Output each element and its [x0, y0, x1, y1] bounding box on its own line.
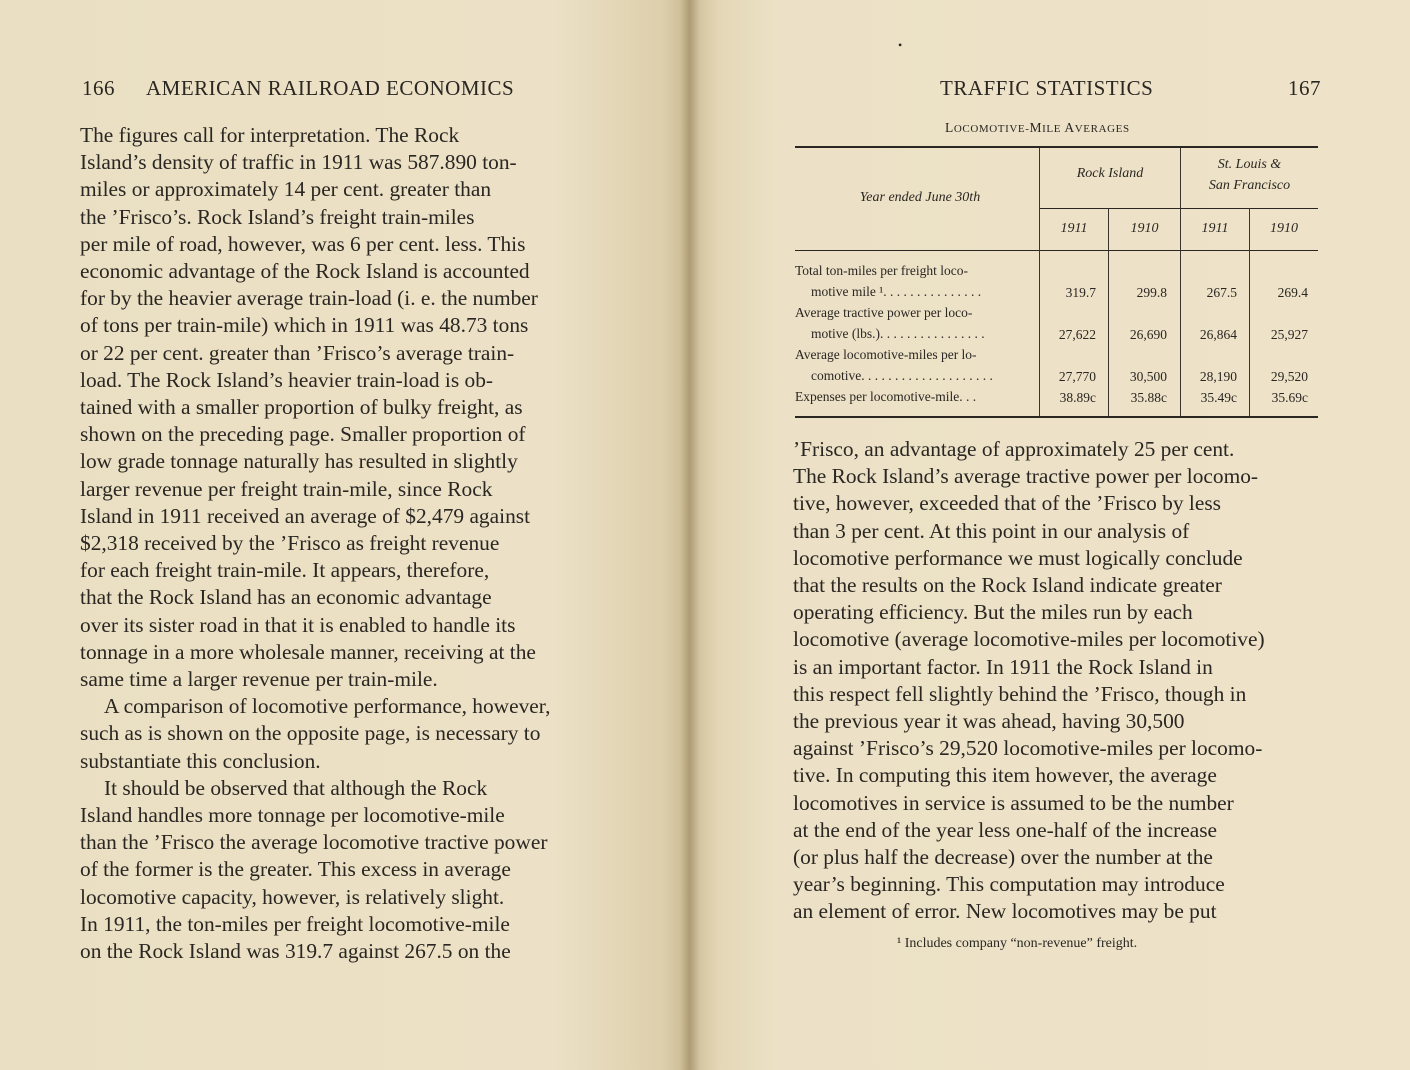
- text-line: larger revenue per freight train-mile, since Rock: [80, 476, 493, 501]
- text-line: or 22 per cent. greater than ’Frisco’s average train-: [80, 340, 515, 365]
- table-cell: 28,190: [1199, 369, 1237, 384]
- right-page-number: 167: [1288, 76, 1321, 100]
- text-line: substantiate this conclusion.: [80, 748, 321, 773]
- text-line: the ’Frisco’s. Rock Island’s freight train-miles: [80, 204, 475, 229]
- text-line: for by the heavier average train-load (i. e. the number: [80, 286, 538, 311]
- left-page-number: 166: [82, 76, 115, 100]
- table-cell: 35.49c: [1200, 390, 1237, 405]
- text-line: operating efficiency. But the miles run by each: [793, 600, 1193, 625]
- text-line: tive, however, exceeded that of the ’Frisco by less: [793, 491, 1222, 516]
- text-line: The figures call for interpretation. The Rock: [80, 123, 460, 147]
- rock-island-header: Rock Island: [1076, 166, 1144, 181]
- text-line: locomotives in service is assumed to be the number: [793, 790, 1234, 815]
- text-line: shown on the preceding page. Smaller proportion of: [80, 422, 526, 447]
- text-line: A comparison of locomotive performance, however,: [104, 694, 551, 719]
- text-line: such as is shown on the opposite page, is necessary to: [80, 721, 541, 746]
- text-line: locomotive (average locomotive-miles per locomotive): [793, 627, 1265, 652]
- frisco-header-line2: San Francisco: [1208, 178, 1291, 193]
- right-body-text: [793, 436, 1317, 926]
- text-line: tive. In computing this item however, the average: [793, 763, 1217, 788]
- text-line: year’s beginning. This computation may introduce: [793, 872, 1225, 897]
- text-line: on the Rock Island was 319.7 against 267.5 on the: [80, 939, 511, 964]
- book-gutter: [680, 0, 700, 1070]
- table-bottom-rule: [795, 416, 1318, 418]
- text-line: ’Frisco, an advantage of approximately 25 per cent.: [793, 437, 1235, 461]
- text-line: at the end of the year less one-half of the increase: [793, 817, 1218, 842]
- text-line: an element of error. New locomotives may be put: [793, 899, 1217, 924]
- ink-mark: •: [898, 38, 903, 52]
- text-line: per mile of road, however, was 6 per cent. less. This: [80, 231, 526, 256]
- text-line: The Rock Island’s average tractive power per locomo-: [793, 464, 1259, 489]
- table-cell: 35.69c: [1271, 390, 1308, 405]
- text-line: Island in 1911 received an average of $2,479 against: [80, 503, 531, 528]
- left-running-head: AMERICAN RAILROAD ECONOMICS: [146, 76, 515, 100]
- table-row-label: Expenses per locomotive-mile. . .: [795, 389, 977, 404]
- text-line: (or plus half the decrease) over the number at the: [793, 845, 1213, 870]
- text-line: is an important factor. In 1911 the Rock Island in: [793, 654, 1213, 679]
- text-line: for each freight train-mile. It appears, therefore,: [80, 558, 490, 583]
- table-cell: 299.8: [1136, 285, 1167, 300]
- text-line: Island’s density of traffic in 1911 was 587.890 ton-: [80, 150, 517, 175]
- text-line: In 1911, the ton-miles per freight locomotive-mile: [80, 911, 510, 936]
- text-line: locomotive capacity, however, is relatively slight.: [80, 884, 505, 909]
- table-header-rule: [795, 250, 1318, 251]
- right-running-head: TRAFFIC STATISTICS: [940, 76, 1154, 100]
- text-line: $2,318 received by the ’Frisco as freight revenue: [80, 531, 500, 556]
- table-cell: 27,770: [1058, 369, 1096, 384]
- text-line: than 3 per cent. At this point in our analysis of: [793, 518, 1190, 543]
- table-cell: 30,500: [1129, 369, 1167, 384]
- text-line: tained with a smaller proportion of bulky freight, as: [80, 395, 523, 420]
- table-top-rule: [795, 146, 1318, 148]
- text-line: this respect fell slightly behind the ’Frisco, though in: [793, 681, 1247, 706]
- text-line: that the Rock Island has an economic advantage: [80, 585, 492, 610]
- text-line: against ’Frisco’s 29,520 locomotive-miles per locomo-: [793, 736, 1263, 761]
- text-line: It should be observed that although the Rock: [104, 775, 488, 800]
- text-line: of the former is the greater. This excess in average: [80, 857, 511, 882]
- text-line: that the results on the Rock Island indicate greater: [793, 573, 1222, 598]
- text-line: over its sister road in that it is enabled to handle its: [80, 612, 516, 637]
- text-line: economic advantage of the Rock Island is accounted: [80, 259, 530, 284]
- text-line: tonnage in a more wholesale manner, receiving at the: [80, 639, 536, 664]
- table-cell: 35.88c: [1130, 390, 1167, 405]
- year-column-header: Year ended June 30th: [859, 190, 981, 205]
- text-line: the previous year it was ahead, having 30,500: [793, 709, 1185, 734]
- left-body-text: [80, 122, 606, 965]
- table-row-label: Average tractive power per loco- motive (lbs.). . . . . . . . . . . . . . . .: [795, 305, 985, 341]
- text-line: miles or approximately 14 per cent. greater than: [80, 177, 492, 202]
- table-cell: 267.5: [1206, 285, 1237, 300]
- table-cell: 29,520: [1270, 369, 1308, 384]
- table-row-label: Total ton-miles per freight loco- motive mile ¹. . . . . . . . . . . . . . .: [795, 263, 982, 299]
- table-cell: 26,864: [1199, 327, 1237, 342]
- table-cell: 26,690: [1129, 327, 1167, 342]
- table-cell: 269.4: [1277, 285, 1308, 300]
- frisco-header-line1: St. Louis &: [1217, 157, 1282, 172]
- text-line: locomotive performance we must logically conclude: [793, 545, 1243, 570]
- text-line: low grade tonnage naturally has resulted in slightly: [80, 449, 518, 474]
- text-line: same time a larger revenue per train-mile.: [80, 667, 438, 692]
- table-cell: 27,622: [1058, 327, 1096, 342]
- table-title: LOCOMOTIVE-MILE AVERAGES: [945, 120, 1130, 135]
- year-header: 1910: [1130, 221, 1159, 236]
- year-header: 1911: [1060, 221, 1088, 236]
- footnote: ¹ Includes company “non-revenue” freight.: [897, 936, 1138, 951]
- table-cell: 319.7: [1065, 285, 1096, 300]
- table-subheader-rule: [1040, 208, 1318, 209]
- text-line: load. The Rock Island’s heavier train-load is ob-: [80, 367, 494, 392]
- text-line: of tons per train-mile) which in 1911 was 48.73 tons: [80, 313, 529, 338]
- year-header: 1911: [1201, 221, 1229, 236]
- text-line: Island handles more tonnage per locomotive-mile: [80, 803, 505, 828]
- text-line: than the ’Frisco the average locomotive tractive power: [80, 830, 548, 855]
- table-row-label: Average locomotive-miles per lo- comotive. . . . . . . . . . . . . . . . . . . .: [795, 347, 993, 383]
- table-cell: 38.89c: [1059, 390, 1096, 405]
- year-header: 1910: [1270, 221, 1298, 236]
- table-cell: 25,927: [1270, 327, 1308, 342]
